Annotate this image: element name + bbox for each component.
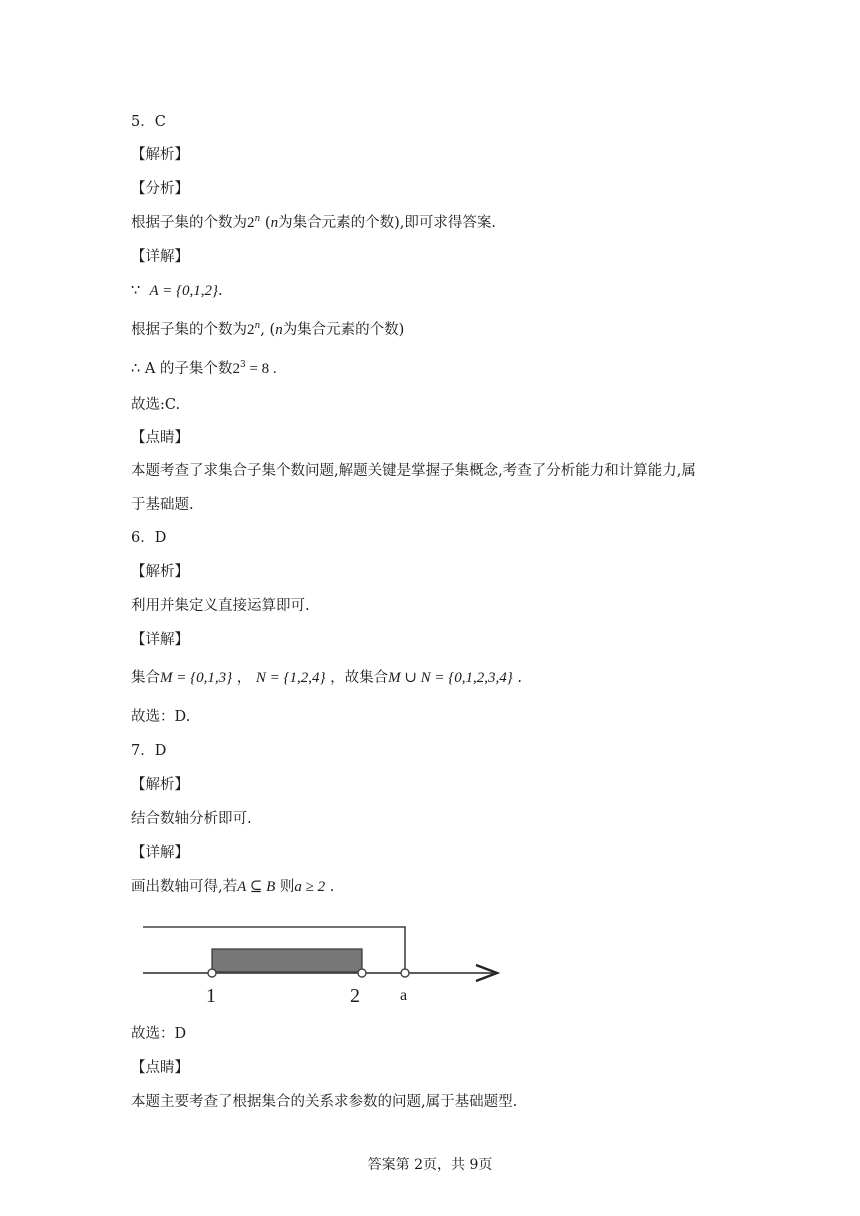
q6-jiexi-heading: 【解析】 [131,564,189,580]
text: , ( [260,322,276,338]
q6-choice: 故选：D. [131,709,191,725]
math: = 8 . [245,361,277,377]
q7-choice: 故选：D [131,1026,187,1042]
q5-set-a [131,281,223,301]
math: A = {0,1,2} [149,283,218,299]
point-1 [208,969,216,977]
text: 为集合元素的个数),即可求得答案. [278,215,496,231]
q5-jiexi-heading: 【解析】 [131,147,189,163]
q5-xiangjie-heading: 【详解】 [131,249,189,265]
label-2: 2 [350,985,360,1007]
text: 根据子集的个数为 [131,322,247,338]
text: ，故集合 [325,670,389,686]
math: M = {0,1,3} [160,670,233,686]
q6-analysis: 利用并集定义直接运算即可. [131,598,310,614]
therefore-symbol: ∴ [131,361,141,377]
q7-dianjing-heading: 【点睛】 [131,1060,189,1076]
q5-choice: 故选:C. [131,397,181,413]
q7-xiangjie-heading: 【详解】 [131,845,189,861]
set-a-interval [212,949,362,972]
math: n [275,322,283,338]
q5-answer: 5．C [131,114,166,130]
q7-jiexi-heading: 【解析】 [131,777,189,793]
point-a [401,969,409,977]
q5-line3 [131,359,277,379]
exponent: 3 [239,360,246,370]
exponent: n [254,214,261,224]
math: M ∪ N = {0,1,2,3,4} [388,670,513,686]
math: 2 [247,322,255,338]
text: ( [260,215,271,231]
q6-xiangjie-heading: 【详解】 [131,632,189,648]
text: . [325,879,335,895]
math: a ≥ 2 [294,879,326,895]
text: ， [232,670,252,686]
text: . [512,670,522,686]
q5-dianjing-heading: 【点睛】 [131,430,189,446]
q7-analysis: 结合数轴分析即可. [131,811,252,827]
math: n [270,215,279,231]
q6-answer: 6．D [131,530,167,546]
math: 2 [232,361,240,377]
text: 画出数轴可得,若 [131,879,238,895]
text: 集合 [131,670,160,686]
q5-comment-1: 本题考查了求集合子集个数问题,解题关键是掌握子集概念,考查了分析能力和计算能力,属 [131,463,696,479]
math: 2 [247,215,255,231]
q5-analysis [131,213,496,233]
point-2 [358,969,366,977]
text: A 的子集个数 [140,361,233,377]
q6-detail [131,668,522,688]
text: 则 [275,879,295,895]
q7-detail [131,877,334,897]
text: 为集合元素的个数) [282,322,405,338]
q5-comment-2: 于基础题. [131,497,194,513]
math: A ⊆ B [237,879,276,895]
exponent: n [254,321,261,331]
q5-line2 [131,320,404,340]
q5-fenxi-heading: 【分析】 [131,181,189,197]
q7-comment: 本题主要考查了根据集合的关系求参数的问题,属于基础题型. [131,1094,518,1110]
q7-answer: 7．D [131,743,167,759]
math: N = {1,2,4} [255,670,326,686]
text: 根据子集的个数为 [131,215,247,231]
number-line-figure [131,918,511,1010]
label-a: a [400,987,408,1004]
text: . [217,283,223,299]
because-symbol: ∵ [131,283,141,299]
label-1: 1 [206,985,216,1007]
page-footer: 答案第 2页，共 9页 [367,1157,493,1173]
